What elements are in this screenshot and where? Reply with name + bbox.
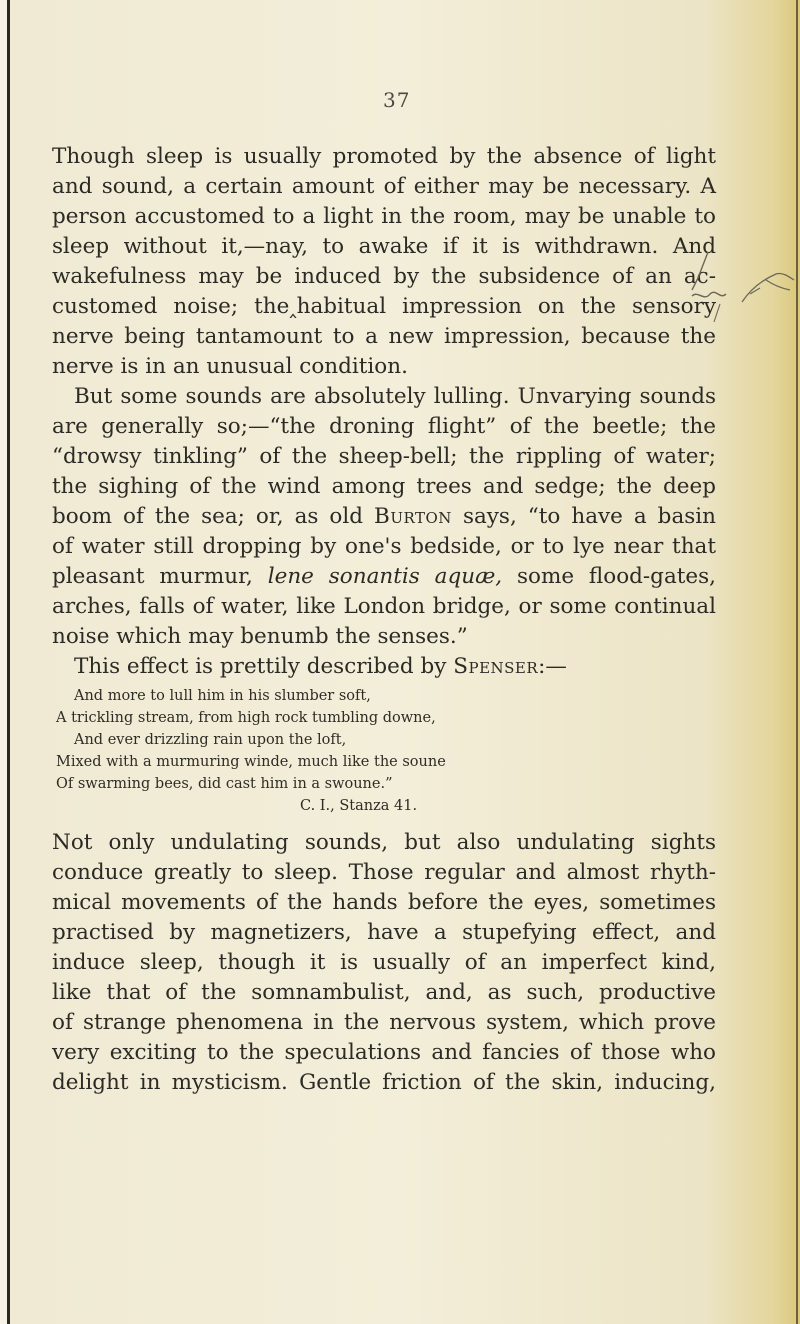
text-fragment: boom of the sea; or, as old — [52, 504, 364, 529]
text-line: the sighing of the wind among trees and sedge; the deep — [52, 474, 716, 499]
text-line: sleep without it,—nay, to awake if it is withdrawn. And — [52, 234, 716, 259]
text-line: person accustomed to a light in the room, may be unable to — [52, 204, 716, 229]
quote-line: Mixed with a murmuring winde, much like the soune — [56, 754, 446, 770]
author-name: Burton — [374, 504, 452, 529]
text-line: customed noise; the‸habitual impression on the sensory — [52, 294, 716, 319]
text-line: Not only undulating sounds, but also undulating sights — [52, 830, 716, 855]
latin-phrase: lene sonantis aquæ, — [267, 564, 503, 589]
quote-line: And ever drizzling rain upon the loft, — [74, 732, 347, 748]
text-line: like that of the somnambulist, and, as such, productive — [52, 980, 716, 1005]
text-line: nerve is in an unusual condition. — [52, 354, 408, 379]
text-line: practised by magnetizers, have a stupefying effect, and — [52, 920, 716, 945]
text-line: Though sleep is usually promoted by the absence of light — [52, 144, 716, 169]
text-line: noise which may benumb the senses.” — [52, 624, 468, 649]
text-fragment: pleasant murmur, — [52, 564, 253, 589]
text-line: “drowsy tinkling” of the sheep-bell; the rippling of water; — [52, 444, 716, 469]
text-line: are generally so;—“the droning flight” of the beetle; the — [52, 414, 716, 439]
page-gutter — [0, 0, 7, 1324]
text-line — [52, 562, 716, 592]
text-line: But some sounds are absolutely lulling. Unvarying sounds — [74, 384, 716, 409]
text-line — [74, 652, 716, 682]
text-line: conduce greatly to sleep. Those regular and almost rhyth- — [52, 860, 716, 885]
page-number: 37 — [383, 88, 411, 112]
text-line: delight in mysticism. Gentle friction of the skin, inducing, — [52, 1070, 716, 1095]
text-line — [52, 502, 716, 532]
handwritten-margin-annotation — [690, 250, 800, 330]
text-fragment: This effect is prettily described by — [74, 654, 447, 679]
quote-line: A trickling stream, from high rock tumbling downe, — [56, 710, 436, 726]
quote-line: And more to lull him in his slumber soft, — [74, 688, 371, 704]
text-line: induce sleep, though it is usually of an imperfect kind, — [52, 950, 716, 975]
quote-line: Of swarming bees, did cast him in a swoune.” — [56, 776, 393, 792]
text-line: very exciting to the speculations and fancies of those who — [52, 1040, 716, 1065]
text-fragment: some flood-gates, — [516, 564, 716, 589]
text-fragment: says, “to have a basin — [462, 504, 717, 529]
text-fragment: :— — [538, 654, 567, 679]
text-line: of strange phenomena in the nervous system, which prove — [52, 1010, 716, 1035]
page-binding-edge — [7, 0, 10, 1324]
author-name: Spenser — [453, 654, 539, 679]
page-right-edge — [796, 0, 798, 1324]
text-line: of water still dropping by one's bedside, or to lye near that — [52, 534, 716, 559]
text-line: wakefulness may be induced by the subsidence of an ac- — [52, 264, 716, 289]
quote-citation: C. I., Stanza 41. — [300, 798, 418, 814]
text-line: nerve being tantamount to a new impression, because the — [52, 324, 716, 349]
text-line: mical movements of the hands before the eyes, sometimes — [52, 890, 716, 915]
text-line: and sound, a certain amount of either may be necessary. A — [52, 174, 716, 199]
text-line: arches, falls of water, like London bridge, or some continual — [52, 594, 716, 619]
